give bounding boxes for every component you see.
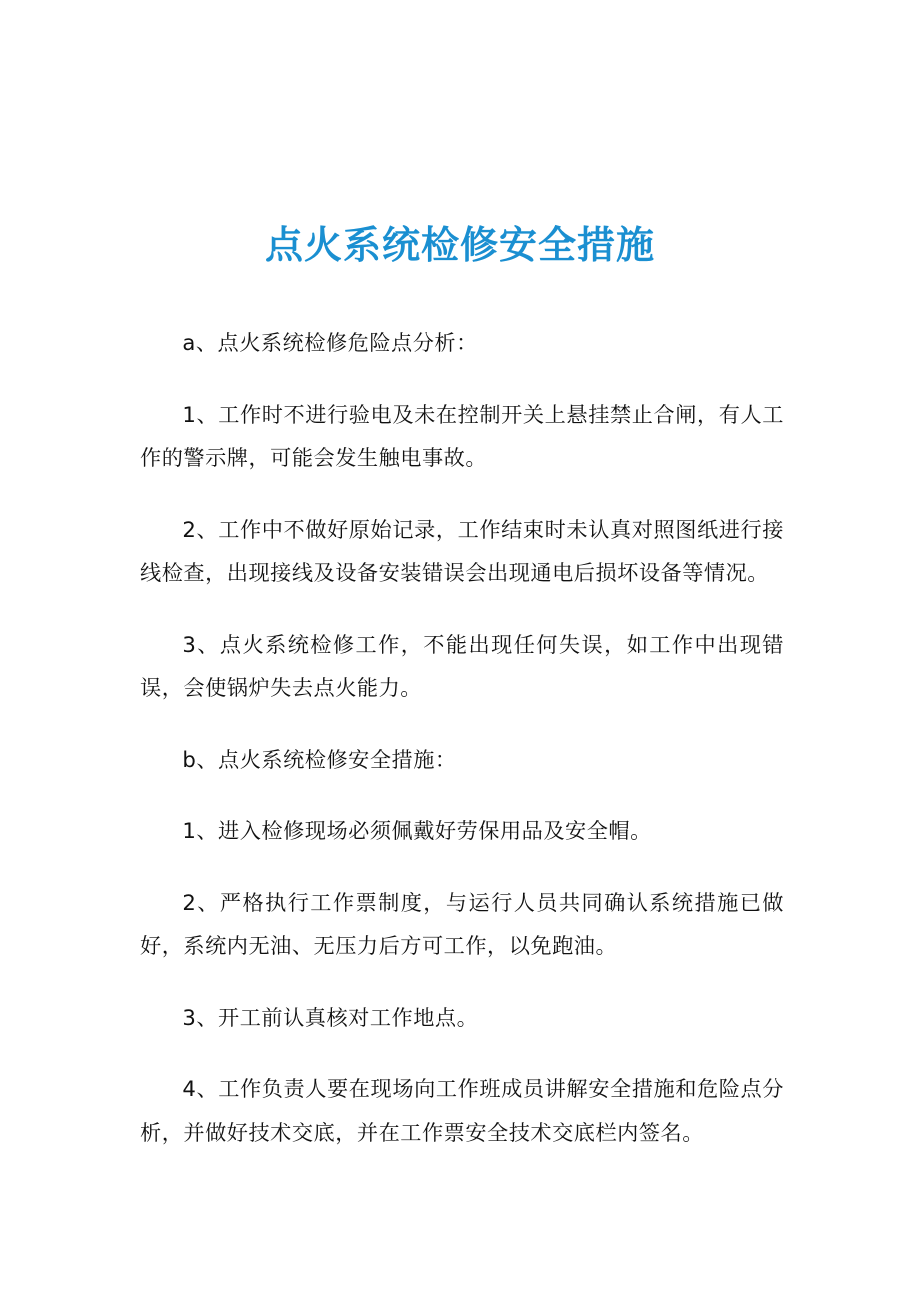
paragraph-b4: 4、工作负责人要在现场向工作班成员讲解安全措施和危险点分析，并做好技术交底，并在工作票安全技术交底栏内签名。 [140, 1076, 784, 1145]
paragraph-a2: 2、工作中不做好原始记录，工作结束时未认真对照图纸进行接线检查，出现接线及设备安装错误会出现通电后损坏设备等情况。 [140, 516, 784, 585]
paragraph-b2: 2、严格执行工作票制度，与运行人员共同确认系统措施已做好，系统内无油、无压力后方可工作，以免跑油。 [140, 889, 784, 958]
paragraph-b1: 1、进入检修现场必须佩戴好劳保用品及安全帽。 [182, 818, 652, 843]
paragraph-a3: 3、点火系统检修工作，不能出现任何失误，如工作中出现错误，会使锅炉失去点火能力。 [140, 631, 784, 700]
section-heading-b: b、点火系统检修安全措施： [182, 746, 457, 772]
section-heading-a: a、点火系统检修危险点分析： [182, 330, 478, 355]
document-title: 点火系统检修安全措施 [264, 223, 655, 268]
paragraph-a1: 1、工作时不进行验电及未在控制开关上悬挂禁止合闸，有人工作的警示牌，可能会发生触电事故。 [140, 401, 784, 470]
document-body [140, 321, 784, 1182]
paragraph-b3: 3、开工前认真核对工作地点。 [182, 1004, 479, 1030]
